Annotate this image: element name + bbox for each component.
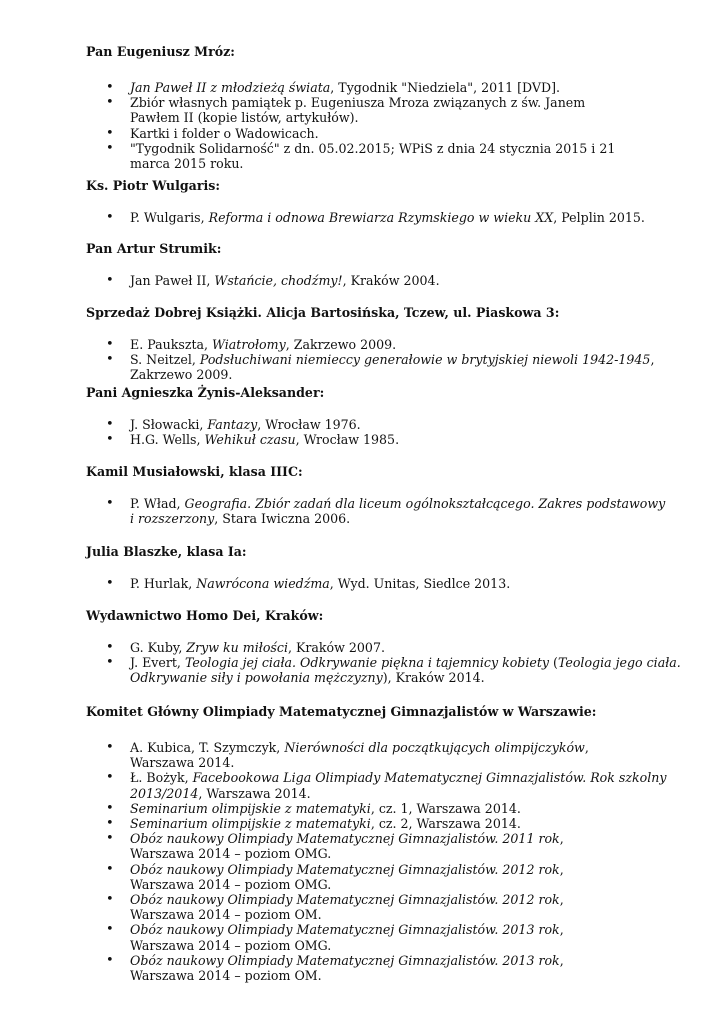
item-list (86, 210, 646, 225)
list-item: • Jan Paweł II, Wstańcie, chodźmy!, Kraków 2004. (86, 273, 646, 288)
list-item: • Obóz naukowy Olimpiady Matematycznej Gimnazjalistów. 2013 rok, Warszawa 2014 – poziom OMG. (86, 922, 610, 952)
section-heading: Pan Artur Strumik: (86, 241, 222, 256)
section-heading: Julia Blaszke, klasa Ia: (86, 544, 247, 559)
list-item: • P. Wulgaris, Reforma i odnowa Brewiarza Rzymskiego w wieku XX, Pelplin 2015. (86, 210, 646, 225)
donor-section (86, 608, 681, 686)
list-item: • J. Słowacki, Fantazy, Wrocław 1976. (86, 417, 646, 432)
donor-section (86, 241, 646, 288)
section-heading: Komitet Główny Olimpiady Matematycznej Gimnazjalistów w Warszawie: (86, 704, 597, 719)
list-item: • J. Evert, Teologia jej ciała. Odkrywanie piękna i tajemnicy kobiety (Teologia jego ciała. Odkrywanie siły i powołania mężczyzny), Kraków 2014. (86, 655, 690, 685)
list-item: • Kartki i folder o Wadowicach. (86, 126, 646, 141)
donor-section (86, 385, 646, 447)
list-item: • Obóz naukowy Olimpiady Matematycznej Gimnazjalistów. 2013 rok, Warszawa 2014 – poziom OM. (86, 953, 610, 983)
list-item: • P. Hurlak, Nawrócona wiedźma, Wyd. Unitas, Siedlce 2013. (86, 576, 646, 591)
section-heading: Wydawnictwo Homo Dei, Kraków: (86, 608, 324, 623)
item-list (86, 337, 655, 383)
list-item: • Obóz naukowy Olimpiady Matematycznej Gimnazjalistów. 2012 rok, Warszawa 2014 – poziom OMG. (86, 862, 610, 892)
section-heading: Pan Eugeniusz Mróz: (86, 44, 235, 59)
list-item: • Zbiór własnych pamiątek p. Eugeniusza Mroza związanych z św. Janem Pawłem II (kopie listów, artykułów). (86, 95, 600, 125)
donor-section (86, 178, 646, 225)
item-list (86, 576, 646, 591)
list-item: • Seminarium olimpijskie z matematyki, cz. 2, Warszawa 2014. (86, 816, 646, 831)
list-item: • P. Wład, Geografia. Zbiór zadań dla liceum ogólnokształcącego. Zakres podstawowy i rozszerzony, Stara Iwiczna 2006. (86, 496, 670, 526)
donor-section (86, 305, 655, 383)
donor-section (86, 544, 646, 591)
list-item: • Obóz naukowy Olimpiady Matematycznej Gimnazjalistów. 2012 rok, Warszawa 2014 – poziom OM. (86, 892, 610, 922)
section-heading: Kamil Musiałowski, klasa IIIC: (86, 464, 303, 479)
item-list (86, 417, 646, 447)
section-heading: Sprzedaż Dobrej Książki. Alicja Bartosińska, Tczew, ul. Piaskowa 3: (86, 305, 560, 320)
item-list (86, 740, 667, 984)
list-item: • E. Pauksztа, Wiatrołomy, Zakrzewo 2009. (86, 337, 646, 352)
item-list (86, 80, 646, 171)
list-item: • G. Kuby, Zryw ku miłości, Kraków 2007. (86, 640, 646, 655)
item-list (86, 496, 666, 527)
list-item: • A. Kubica, T. Szymczyk, Nierówności dla początkujących olimpijczyków, Warszawa 2014. (86, 740, 646, 770)
donor-section (86, 464, 666, 527)
list-item: • Obóz naukowy Olimpiady Matematycznej Gimnazjalistów. 2011 rok, Warszawa 2014 – poziom OMG. (86, 831, 610, 861)
item-list (86, 273, 646, 288)
list-item: • Jan Paweł II z młodzieżą świata, Tygodnik "Niedziela", 2011 [DVD]. (86, 80, 600, 95)
list-item: • H.G. Wells, Wehikuł czasu, Wrocław 1985. (86, 432, 646, 447)
item-list (86, 640, 681, 686)
donor-section (86, 704, 667, 984)
list-item: • Ł. Bożyk, Facebookowa Liga Olimpiady Matematycznej Gimnazjalistów. Rok szkolny 2013/2014, Warszawa 2014. (86, 770, 675, 800)
section-heading: Ks. Piotr Wulgaris: (86, 178, 220, 193)
donor-section (86, 44, 646, 171)
section-heading: Pani Agnieszka Żynis-Aleksander: (86, 385, 325, 400)
list-item: • S. Neitzel, Podsłuchiwani niemieccy generałowie w brytyjskiej niewoli 1942-1945, Zakrzewo 2009. (86, 352, 710, 382)
list-item: • "Tygodnik Solidarność" z dn. 05.02.2015; WPiS z dnia 24 stycznia 2015 i 21 marca 2015 roku. (86, 141, 646, 171)
list-item: • Seminarium olimpijskie z matematyki, cz. 1, Warszawa 2014. (86, 801, 646, 816)
